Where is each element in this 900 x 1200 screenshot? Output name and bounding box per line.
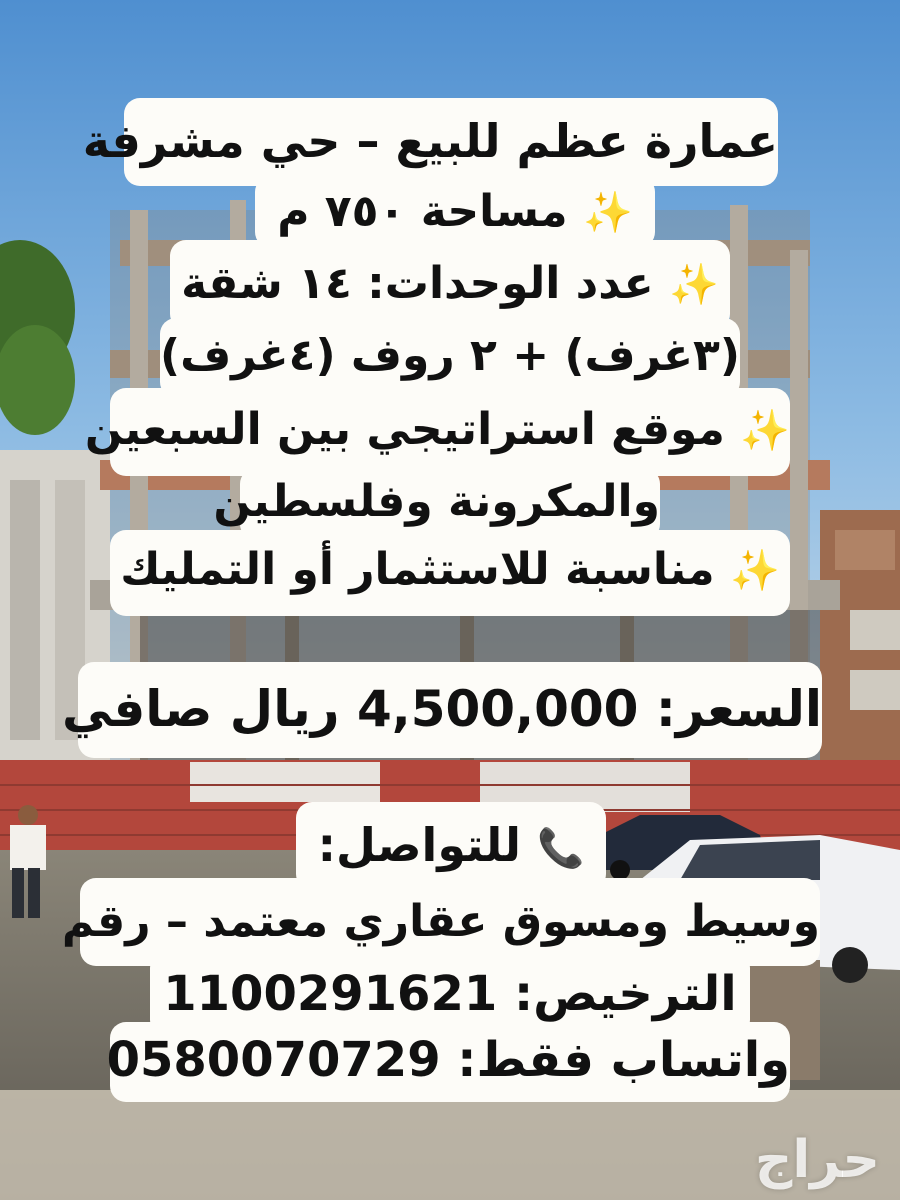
contact-heading-box xyxy=(296,802,606,890)
sparkles-icon: ✨ xyxy=(669,262,719,308)
broker-line-1: وسيط ومسوق عقاري معتمد – رقم xyxy=(80,878,820,966)
title-line: عمارة عظم للبيع – حي مشرفة xyxy=(124,98,778,186)
broker-line-2: الترخيص: 1100291621 xyxy=(150,952,750,1036)
telephone-receiver-icon: 📞 xyxy=(537,826,585,870)
area-line: مساحة ٧٥٠ م xyxy=(277,186,568,237)
sparkles-icon: ✨ xyxy=(740,408,790,454)
price-line: السعر: 4,500,000 ريال صافي xyxy=(78,662,822,758)
units-line-box xyxy=(170,240,730,330)
suitability-line-box xyxy=(110,530,790,616)
haraj-watermark: حراج xyxy=(754,1130,880,1190)
units-detail-line: (٣غرف) + ٢ روف (٤غرف) xyxy=(160,318,740,398)
location-line-2: والمكرونة وفلسطين xyxy=(240,468,660,540)
sparkles-icon: ✨ xyxy=(582,190,633,236)
whatsapp-line: واتساب فقط: 0580070729 xyxy=(110,1022,790,1102)
suitability-line: مناسبة للاستثمار أو التمليك xyxy=(120,544,715,595)
area-line-box xyxy=(255,176,655,248)
contact-heading: للتواصل: xyxy=(317,818,521,872)
location-line-1: موقع استراتيجي بين السبعين xyxy=(84,404,725,455)
location-line-1-box xyxy=(84,388,790,476)
units-line: عدد الوحدات: ١٤ شقة xyxy=(181,258,654,309)
sparkles-icon: ✨ xyxy=(729,548,780,594)
